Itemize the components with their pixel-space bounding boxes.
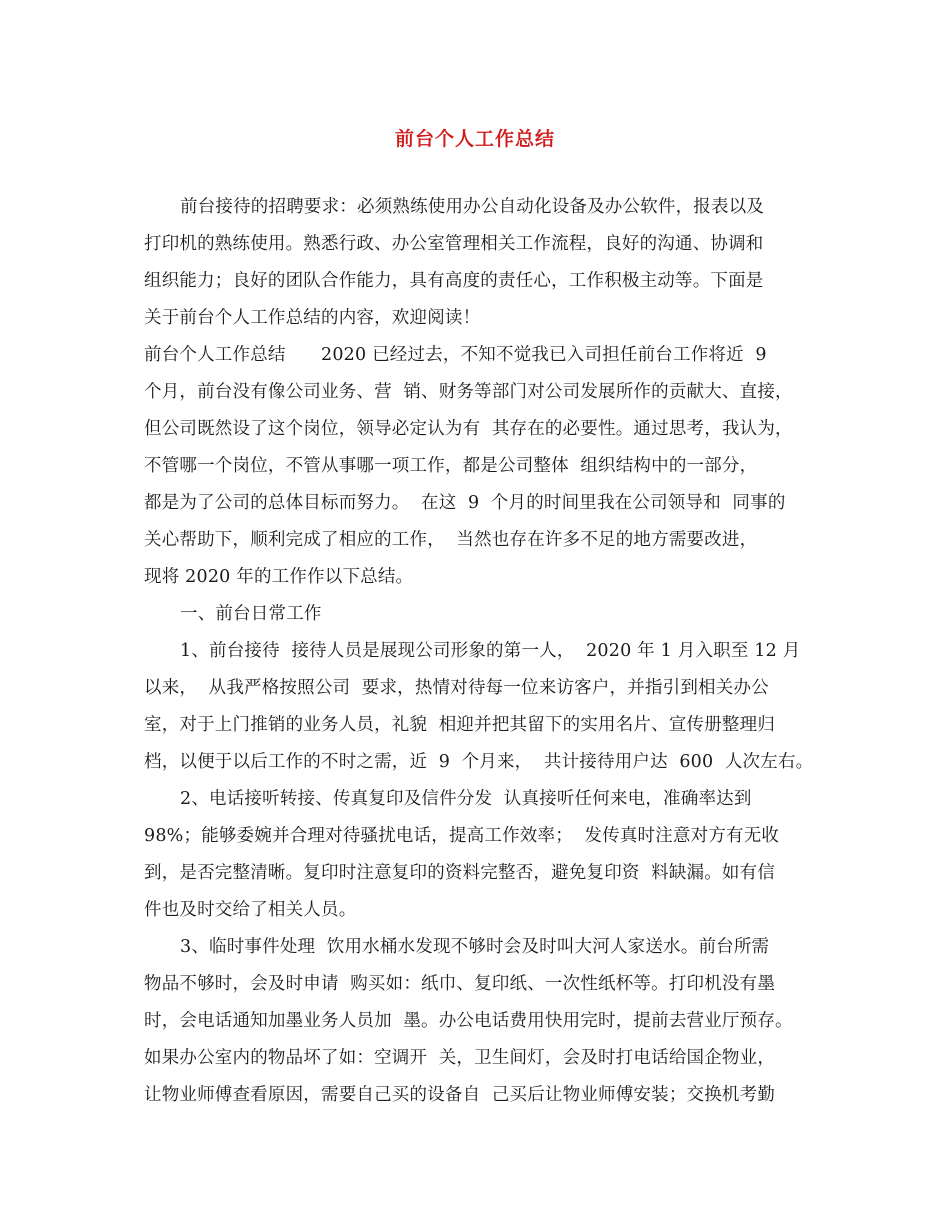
section-heading: 一、前台日常工作 xyxy=(180,604,322,624)
paragraph-line: 到，是否完整清晰。复印时注意复印的资料完整否，避免复印资 料缺漏。如有信 xyxy=(144,863,776,883)
paragraph-line: 现将 2020 年的工作作以下总结。 xyxy=(144,567,414,587)
document-title: 前台个人工作总结 xyxy=(394,128,555,150)
paragraph-line: 组织能力；良好的团队合作能力，具有高度的责任心，工作积极主动等。下面是 xyxy=(144,271,764,291)
paragraph-line: 但公司既然设了这个岗位，领导必定认为有 其存在的必要性。通过思考，我认为， xyxy=(144,419,793,439)
paragraph-line: 个月，前台没有像公司业务、营 销、财务等部门对公司发展所作的贡献大、直接， xyxy=(144,382,793,402)
paragraph-line: 打印机的熟练使用。熟悉行政、办公室管理相关工作流程，良好的沟通、协调和 xyxy=(144,234,764,254)
paragraph-line: 2、电话接听转接、传真复印及信件分发 认真接听任何来电，准确率达到 xyxy=(180,789,752,809)
paragraph-line: 如果办公室内的物品坏了如：空调开 关，卫生间灯，会及时打电话给国企物业， xyxy=(144,1048,776,1068)
paragraph-line: 98%；能够委婉并合理对待骚扰电话，提高工作效率； 发传真时注意对方有无收 xyxy=(144,826,780,846)
paragraph-line: 件也及时交给了相关人员。 xyxy=(144,900,357,920)
paragraph-line: 室，对于上门推销的业务人员，礼貌 相迎并把其留下的实用名片、宣传册整理归 xyxy=(144,715,776,735)
paragraph-line: 都是为了公司的总体目标而努力。 在这 9 个月的时间里我在公司领导和 同事的 xyxy=(144,493,786,513)
paragraph-line: 不管哪一个岗位，不管从事哪一项工作，都是公司整体 组织结构中的一部分， xyxy=(144,456,758,476)
paragraph-line: 关于前台个人工作总结的内容，欢迎阅读！ xyxy=(144,308,481,328)
paragraph-line: 前台个人工作总结 2020 已经过去，不知不觉我已入司担任前台工作将近 9 xyxy=(144,345,767,365)
paragraph-line: 前台接待的招聘要求：必须熟练使用办公自动化设备及办公软件，报表以及 xyxy=(180,197,765,217)
paragraph-line: 档，以便于以后工作的不时之需，近 9 个月来， 共计接待用户达 600 人次左右。 xyxy=(144,752,814,772)
paragraph-line: 让物业师傅查看原因，需要自己买的设备自 己买后让物业师傅安装；交换机考勤 xyxy=(144,1085,776,1105)
paragraph-line: 物品不够时，会及时申请 购买如：纸巾、复印纸、一次性纸杯等。打印机没有墨 xyxy=(144,974,776,994)
paragraph-line: 3、临时事件处理 饮用水桶水发现不够时会及时叫大河人家送水。前台所需 xyxy=(180,937,770,957)
paragraph-line: 以来， 从我严格按照公司 要求，热情对待每一位来访客户，并指引到相关办公 xyxy=(144,678,769,698)
paragraph-line: 时，会电话通知加墨业务人员加 墨。办公电话费用快用完时，提前去营业厅预存。 xyxy=(144,1011,793,1031)
paragraph-line: 关心帮助下，顺利完成了相应的工作， 当然也存在许多不足的地方需要改进， xyxy=(144,530,758,550)
paragraph-line: 1、前台接待 接待人员是展现公司形象的第一人， 2020 年 1 月入职至 12 月 xyxy=(180,641,801,661)
